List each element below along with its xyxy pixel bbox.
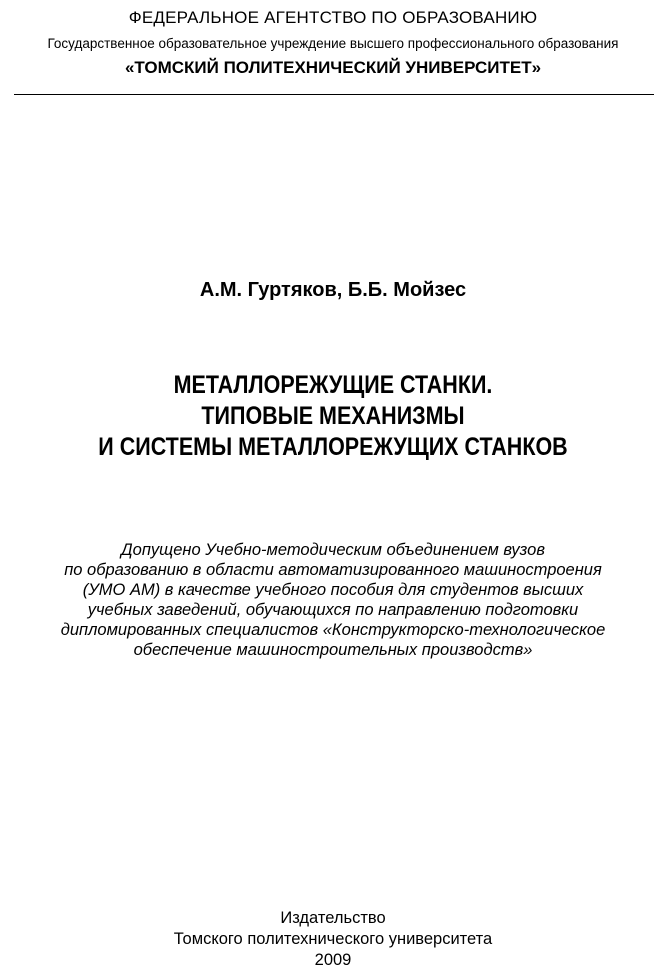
title-line: ТИПОВЫЕ МЕХАНИЗМЫ: [201, 402, 465, 430]
publication-year: 2009: [314, 951, 352, 969]
header-divider: [14, 94, 654, 95]
publisher-block: [0, 908, 666, 971]
approval-line: по образованию в области автоматизированного машиностроения: [64, 561, 602, 579]
approval-line: обеспечение машиностроительных производств»: [133, 641, 533, 659]
approval-line: (УМО АМ) в качестве учебного пособия для студентов высших: [82, 581, 584, 599]
authors: А.М. Гуртяков, Б.Б. Мойзес: [199, 279, 467, 301]
agency-heading: ФЕДЕРАЛЬНОЕ АГЕНТСТВО ПО ОБРАЗОВАНИЮ: [128, 8, 538, 27]
institution-subheading: Государственное образовательное учреждение высшего профессионального образования: [47, 36, 619, 51]
university-name: «ТОМСКИЙ ПОЛИТЕХНИЧЕСКИЙ УНИВЕРСИТЕТ»: [124, 58, 542, 77]
publisher-name: Томского политехнического университета: [173, 930, 493, 948]
approval-line: учебных заведений, обучающихся по направлению подготовки: [87, 601, 579, 619]
approval-line: Допущено Учебно-методическим объединением вузов: [121, 541, 545, 559]
approval-line: дипломированных специалистов «Конструкторско-технологическое: [60, 621, 606, 639]
book-title: [0, 370, 666, 463]
title-line: И СИСТЕМЫ МЕТАЛЛОРЕЖУЩИХ СТАНКОВ: [98, 433, 568, 461]
publisher-label: Издательство: [280, 909, 386, 927]
title-line: МЕТАЛЛОРЕЖУЩИЕ СТАНКИ.: [173, 371, 493, 399]
approval-statement: [0, 540, 666, 660]
